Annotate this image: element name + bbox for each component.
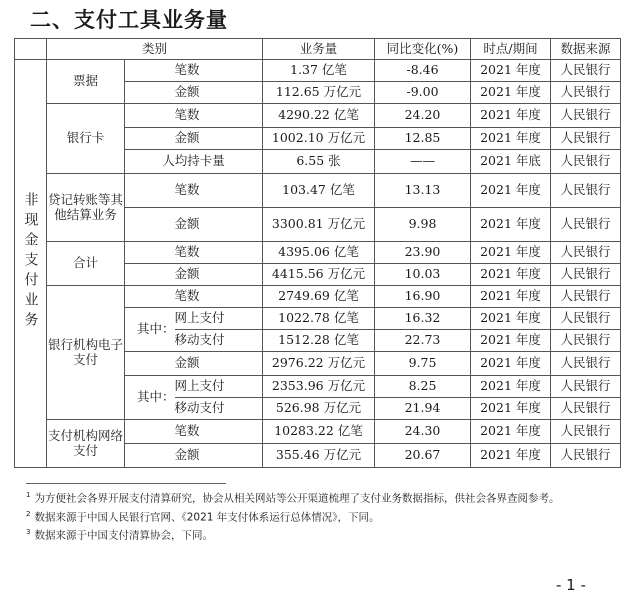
yoy-cell: 9.98 xyxy=(375,208,471,242)
sub-label-spacer xyxy=(125,82,175,104)
group-label: 银行卡 xyxy=(47,104,125,174)
sub-label-spacer xyxy=(125,208,175,242)
yoy-cell: 22.73 xyxy=(375,330,471,352)
sub-label: 网上支付 xyxy=(175,308,263,330)
period-cell: 2021 年度 xyxy=(471,420,551,444)
source-cell: 人民银行 xyxy=(551,208,621,242)
group-label: 支付机构网络支付 xyxy=(47,420,125,468)
period-cell: 2021 年度 xyxy=(471,174,551,208)
sub-label: 金额 xyxy=(175,208,263,242)
source-cell: 人民银行 xyxy=(551,264,621,286)
header-category: 类别 xyxy=(47,39,263,60)
header-source: 数据来源 xyxy=(551,39,621,60)
table-row xyxy=(15,60,621,82)
sub-label-spacer xyxy=(125,444,175,468)
source-cell: 人民银行 xyxy=(551,398,621,420)
yoy-cell: 16.32 xyxy=(375,308,471,330)
period-cell: 2021 年度 xyxy=(471,286,551,308)
volume-cell: 2353.96 万亿元 xyxy=(263,376,375,398)
yoy-cell: 21.94 xyxy=(375,398,471,420)
source-cell: 人民银行 xyxy=(551,104,621,128)
sub-label-spacer xyxy=(125,104,175,128)
sub-label: 笔数 xyxy=(175,420,263,444)
footnote-1: $^1$ 为方便社会各界开展支付清算研究，协会从相关网站等公开渠道梳理了支付业务数据指标，供社会各界查阅参考。 xyxy=(26,491,560,505)
period-cell: 2021 年度 xyxy=(471,208,551,242)
sub-label-prefix: 其中： xyxy=(125,376,175,420)
volume-cell: 355.46 万亿元 xyxy=(263,444,375,468)
group-label: 票据 xyxy=(47,60,125,104)
group-label: 银行机构电子支付 xyxy=(47,286,125,420)
header-period: 时点/期间 xyxy=(471,39,551,60)
period-cell: 2021 年度 xyxy=(471,398,551,420)
source-cell: 人民银行 xyxy=(551,286,621,308)
payment-tools-table xyxy=(14,38,621,468)
table-row xyxy=(15,242,621,264)
yoy-cell: 13.13 xyxy=(375,174,471,208)
source-cell: 人民银行 xyxy=(551,242,621,264)
table-row xyxy=(15,174,621,208)
header-yoy: 同比变化(%) xyxy=(375,39,471,60)
page-number: - 1 - xyxy=(556,576,586,594)
sub-label: 笔数 xyxy=(175,242,263,264)
volume-cell: 2749.69 亿笔 xyxy=(263,286,375,308)
volume-cell: 6.55 张 xyxy=(263,150,375,174)
header-volume: 业务量 xyxy=(263,39,375,60)
volume-cell: 1002.10 万亿元 xyxy=(263,128,375,150)
page-title: 二、支付工具业务量 xyxy=(30,8,228,32)
yoy-cell: 23.90 xyxy=(375,242,471,264)
period-cell: 2021 年度 xyxy=(471,128,551,150)
sub-label-spacer xyxy=(125,286,175,308)
yoy-cell: 8.25 xyxy=(375,376,471,398)
period-cell: 2021 年度 xyxy=(471,60,551,82)
sub-label: 金额 xyxy=(175,128,263,150)
period-cell: 2021 年度 xyxy=(471,264,551,286)
source-cell: 人民银行 xyxy=(551,128,621,150)
volume-cell: 3300.81 万亿元 xyxy=(263,208,375,242)
sub-label: 金额 xyxy=(175,444,263,468)
source-cell: 人民银行 xyxy=(551,352,621,376)
yoy-cell: 16.90 xyxy=(375,286,471,308)
sub-label: 移动支付 xyxy=(175,330,263,352)
sub-label-spacer xyxy=(125,420,175,444)
period-cell: 2021 年度 xyxy=(471,82,551,104)
sub-label-spacer xyxy=(125,128,175,150)
period-cell: 2021 年底 xyxy=(471,150,551,174)
sub-label-spacer xyxy=(125,174,175,208)
sub-label: 笔数 xyxy=(175,286,263,308)
sub-label: 笔数 xyxy=(175,174,263,208)
period-cell: 2021 年度 xyxy=(471,444,551,468)
source-cell: 人民银行 xyxy=(551,174,621,208)
volume-cell: 103.47 亿笔 xyxy=(263,174,375,208)
volume-cell: 112.65 万亿元 xyxy=(263,82,375,104)
header-blank xyxy=(15,39,47,60)
footnote-2: $^2$ 数据来源于中国人民银行官网、《2021 年支付体系运行总体情况》，下同。 xyxy=(26,509,380,523)
period-cell: 2021 年度 xyxy=(471,308,551,330)
yoy-cell: 20.67 xyxy=(375,444,471,468)
sub-label: 金额 xyxy=(175,352,263,376)
sub-label: 笔数 xyxy=(175,104,263,128)
section-label xyxy=(15,60,47,468)
sub-label: 移动支付 xyxy=(175,398,263,420)
volume-cell: 2976.22 万亿元 xyxy=(263,352,375,376)
section-label-text: 非现金支付业务 xyxy=(22,191,39,332)
volume-cell: 1512.28 亿笔 xyxy=(263,330,375,352)
table-row xyxy=(15,104,621,128)
volume-cell: 4290.22 亿笔 xyxy=(263,104,375,128)
source-cell: 人民银行 xyxy=(551,150,621,174)
yoy-cell: -9.00 xyxy=(375,82,471,104)
group-label: 合计 xyxy=(47,242,125,286)
sub-label: 网上支付 xyxy=(175,376,263,398)
sub-label: 金额 xyxy=(175,264,263,286)
yoy-cell: 24.30 xyxy=(375,420,471,444)
table-row xyxy=(15,286,621,308)
yoy-cell: 24.20 xyxy=(375,104,471,128)
volume-cell: 4415.56 万亿元 xyxy=(263,264,375,286)
yoy-cell: 10.03 xyxy=(375,264,471,286)
sub-label-spacer xyxy=(125,264,175,286)
footnote-3: $^3$ 数据来源于中国支付清算协会，下同。 xyxy=(26,528,213,542)
source-cell: 人民银行 xyxy=(551,420,621,444)
source-cell: 人民银行 xyxy=(551,444,621,468)
yoy-cell: —— xyxy=(375,150,471,174)
sub-label: 人均持卡量 xyxy=(125,150,263,174)
period-cell: 2021 年度 xyxy=(471,330,551,352)
sub-label: 金额 xyxy=(175,82,263,104)
sub-label-prefix: 其中： xyxy=(125,308,175,352)
period-cell: 2021 年度 xyxy=(471,104,551,128)
volume-cell: 1022.78 亿笔 xyxy=(263,308,375,330)
source-cell: 人民银行 xyxy=(551,376,621,398)
volume-cell: 526.98 万亿元 xyxy=(263,398,375,420)
footnotes xyxy=(26,488,616,544)
volume-cell: 4395.06 亿笔 xyxy=(263,242,375,264)
source-cell: 人民银行 xyxy=(551,60,621,82)
volume-cell: 1.37 亿笔 xyxy=(263,60,375,82)
yoy-cell: -8.46 xyxy=(375,60,471,82)
sub-label-spacer xyxy=(125,242,175,264)
source-cell: 人民银行 xyxy=(551,330,621,352)
yoy-cell: 12.85 xyxy=(375,128,471,150)
source-cell: 人民银行 xyxy=(551,308,621,330)
footnote-divider xyxy=(26,483,226,484)
period-cell: 2021 年度 xyxy=(471,242,551,264)
period-cell: 2021 年度 xyxy=(471,376,551,398)
table-row xyxy=(15,420,621,444)
yoy-cell: 9.75 xyxy=(375,352,471,376)
group-label: 贷记转账等其他结算业务 xyxy=(47,174,125,242)
sub-label-spacer xyxy=(125,60,175,82)
sub-label-spacer xyxy=(125,352,175,376)
period-cell: 2021 年度 xyxy=(471,352,551,376)
table-header-row xyxy=(15,39,621,60)
sub-label: 笔数 xyxy=(175,60,263,82)
source-cell: 人民银行 xyxy=(551,82,621,104)
volume-cell: 10283.22 亿笔 xyxy=(263,420,375,444)
